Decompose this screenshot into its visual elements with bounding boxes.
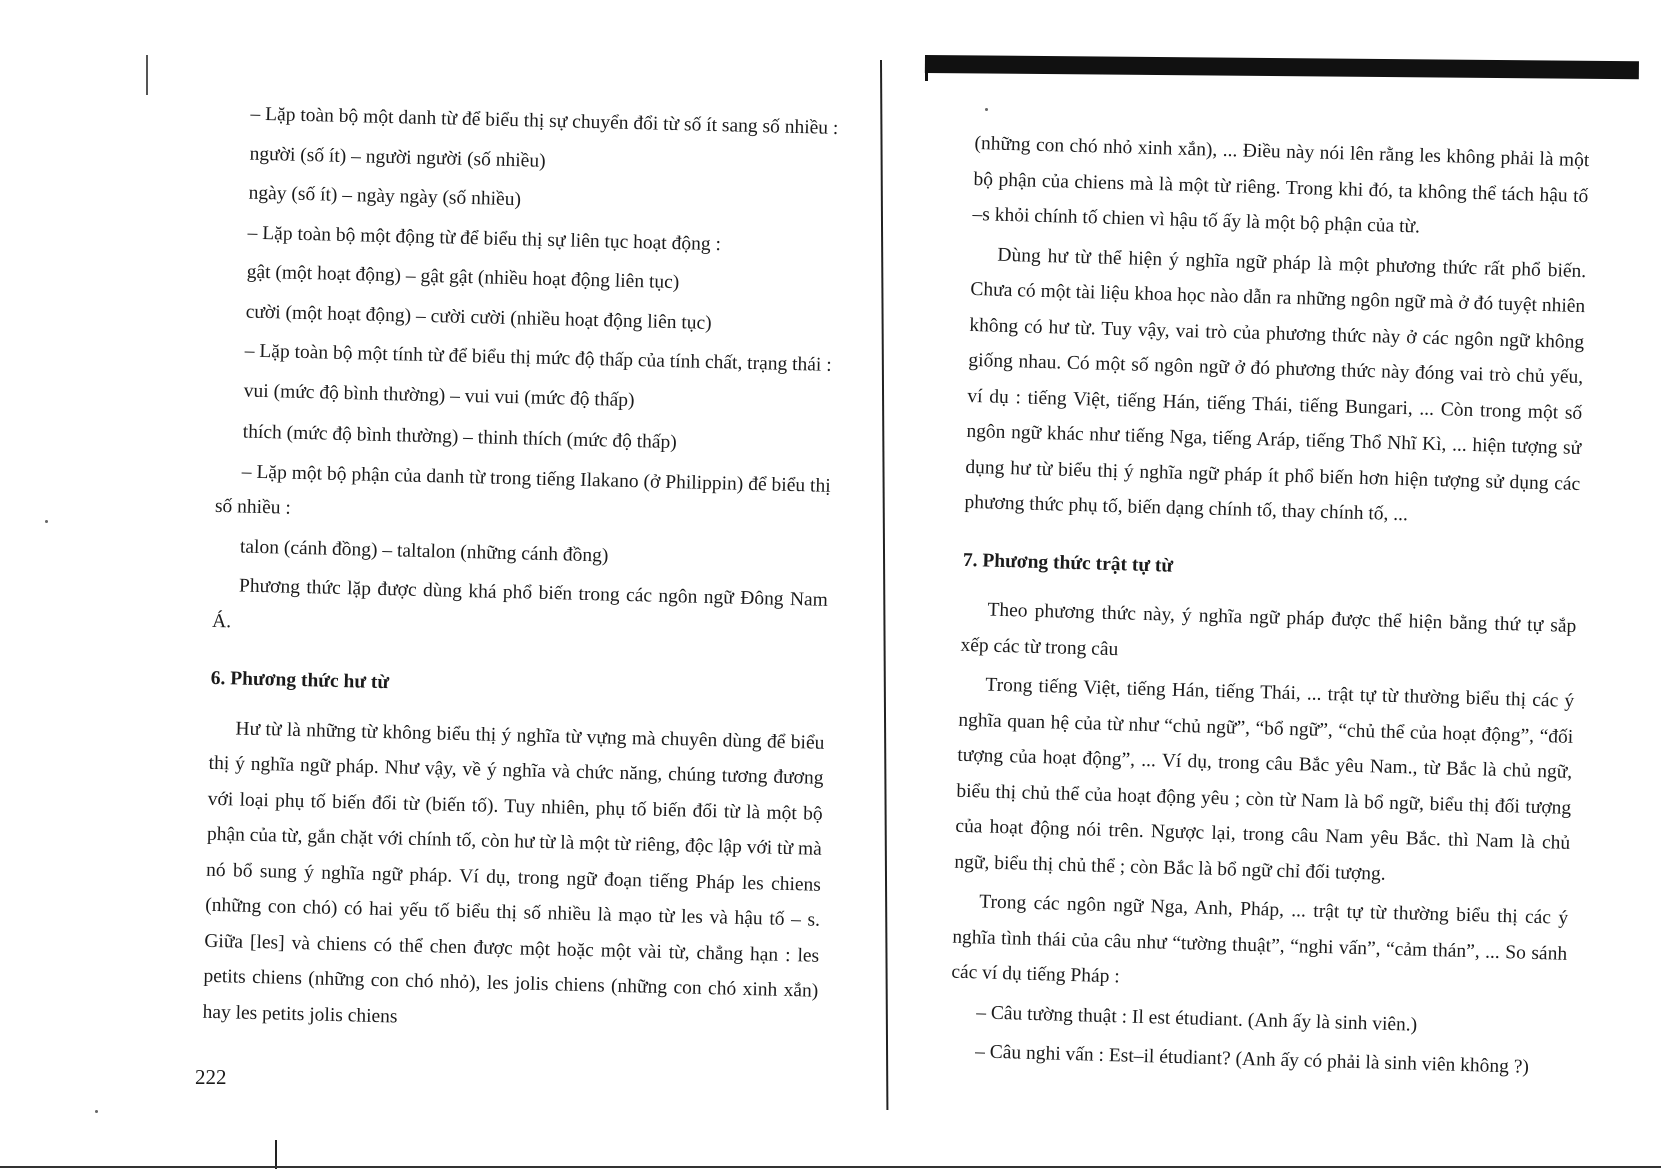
paragraph: – Lặp toàn bộ một danh từ để biểu thị sự chuyển đổi từ số ít sang số nhiều : <box>250 103 839 139</box>
example-line: gật (một hoạt động) – gật gật (nhiều hoạt động liên tục) <box>246 261 680 294</box>
example-line: – Câu tường thuật : Il est étudiant. (Anh ấy là sinh viên.) <box>975 1001 1418 1036</box>
example-line: cười (một hoạt động) – cười cười (nhiều hoạt động liên tục) <box>245 301 712 334</box>
example-line: talon (cánh đồng) – taltalon (những cánh đồng) <box>239 536 609 567</box>
page-number: 222 <box>195 1065 227 1089</box>
example-line: ngày (số ít) – ngày ngày (số nhiều) <box>248 182 522 211</box>
example-line: – Câu nghi vấn : Est–il étudiant? (Anh ấy có phải là sinh viên không ?) <box>974 1041 1530 1078</box>
left-text-column <box>202 96 840 1049</box>
paragraph: Hư từ là những từ không biểu thị ý nghĩa từ vựng mà chuyên dùng để biểu thị ý nghĩa ngữ pháp. Như vậy, về ý nghĩa và chức năng, chúng tương đương với loại phụ tố biến đổi từ (biến tố). Tuy nhiên, phụ tố biến đổi từ là một bộ phận của từ, gắn chặt với chính tố, còn hư từ là một từ riêng, độc lập với từ mà nó bổ sung ý nghĩa ngữ pháp. Ví dụ, trong ngữ đoạn tiếng Pháp les chiens (những con chó) có hai yếu tố biểu thị số nhiều là mạo từ les và hậu tố – s. Giữa [les] và chiens có thể chen được một hoặc một vài từ, chẳng hạn : les petits chiens (những con chó nhỏ), les jolis chiens (những con chó xinh xắn) hay les petits jolis chiens <box>202 717 825 1027</box>
paragraph: – Lặp toàn bộ một tính từ để biểu thị mức độ thấp của tính chất, trạng thái : <box>244 340 832 376</box>
paragraph: – Lặp một bộ phận của danh từ trong tiếng Ilakano (ở Philippin) để biểu thị số nhiều : <box>214 461 831 519</box>
paragraph: – Lặp toàn bộ một động từ để biểu thị sự liên tục hoạt động : <box>247 222 722 255</box>
right-text-column <box>949 126 1590 1090</box>
example-line: vui (mức độ bình thường) – vui vui (mức độ thấp) <box>243 380 635 411</box>
paragraph: Phương thức lặp được dùng khá phổ biến trong các ngôn ngữ Đông Nam Á. <box>211 575 829 632</box>
paragraph: Trong tiếng Việt, tiếng Hán, tiếng Thái, ... trật tự từ thường biểu thị các ý nghĩa quan hệ của từ như “chủ ngữ”, “bổ ngữ”, “chủ thể của hoạt động”, “đối tượng của hoạt động”, ... Ví dụ, trong câu Bắc yêu Nam., từ Bắc là chủ ngữ, biểu thị chủ thể của hoạt động yêu ; còn từ Nam là bổ ngữ, biểu thị đối tượng của hoạt động nói trên. Ngược lại, trong câu Nam yêu Bắc. thì Nam là chủ ngữ, biểu thị chủ thể ; còn Bắc là bổ ngữ chỉ đối tượng. <box>954 674 1575 885</box>
paragraph: (những con chó nhỏ xinh xắn), ... Điều này nói lên rằng les không phải là một bộ phận của chiens mà là một từ riêng. Trong khi đó, ta không thể tách hậu tố –s khỏi chính tố chien vì hậu tố ấy là một bộ phận của từ. <box>972 132 1590 238</box>
section-heading: 6. Phương thức hư từ <box>210 667 390 694</box>
section-heading: 7. Phương thức trật tự từ <box>962 549 1174 577</box>
paragraph: Trong các ngôn ngữ Nga, Anh, Pháp, ... trật tự từ thường biểu thị các ý nghĩa tình thái của câu như “tường thuật”, “nghi vấn”, “cảm thán”, ... So sánh các ví dụ tiếng Pháp : <box>951 891 1569 988</box>
paragraph: Theo phương thức này, ý nghĩa ngữ pháp được thể hiện bằng thứ tự sắp xếp các từ trong câu <box>960 599 1577 660</box>
paragraph: Dùng hư từ thể hiện ý nghĩa ngữ pháp là một phương thức rất phổ biến. Chưa có một tài liệu khoa học nào dẫn ra những ngôn ngữ mà ở đó tuyệt nhiên không có hư từ. Tuy vậy, vai trò của phương thức này ở các ngôn ngữ không giống nhau. Có một số ngôn ngữ ở đó phương thức này đóng vai trò chủ yếu, ví dụ : tiếng Việt, tiếng Hán, tiếng Thái, tiếng Bungari, ... Còn trong một số ngôn ngữ khác như tiếng Nga, tiếng Aráp, tiếng Thổ Nhĩ Kì, ... hiện tượng sử dụng hư từ biểu thị ý nghĩa ngữ pháp ít phổ biến hơn hiện tượng sử dụng các phương thức phụ tố, biến dạng chính tố, thay chính tố, ... <box>964 244 1587 526</box>
example-line: thích (mức độ bình thường) – thinh thích (mức độ thấp) <box>242 421 678 454</box>
example-line: người (số ít) – người người (số nhiều) <box>249 143 546 172</box>
right-page <box>880 0 1661 1169</box>
